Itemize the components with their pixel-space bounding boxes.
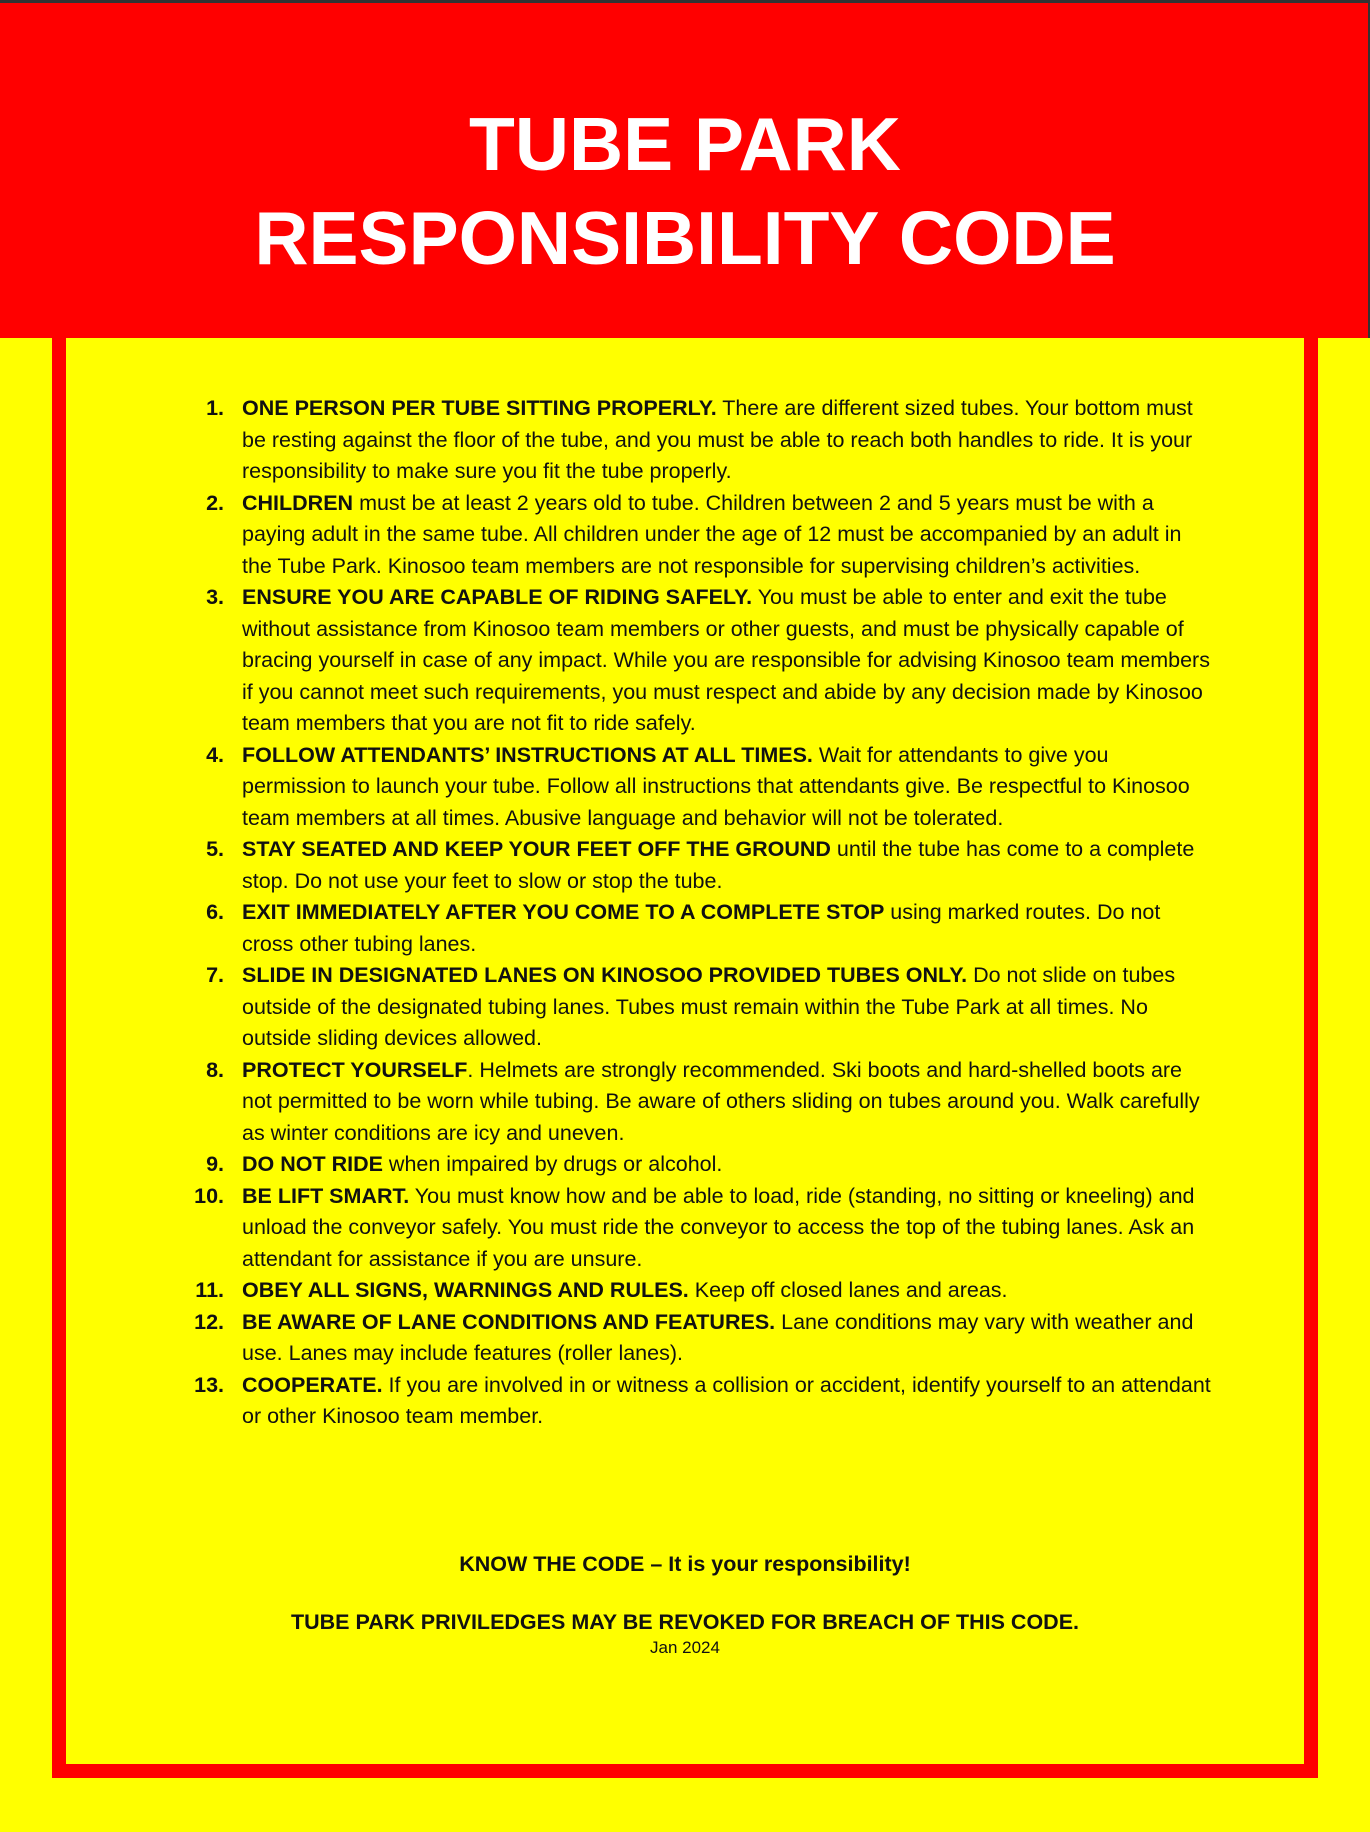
- rule-number: 4.: [206, 742, 224, 767]
- rule-text: Keep off closed lanes and areas.: [688, 1278, 1008, 1302]
- rule-item-11: [170, 1275, 1215, 1307]
- rule-heading: EXIT IMMEDIATELY AFTER YOU COME TO A COMPLETE STOP: [242, 900, 885, 924]
- rule-item-13: [170, 1370, 1215, 1433]
- revocation-warning: TUBE PARK PRIVILEDGES MAY BE REVOKED FOR BREACH OF THIS CODE.: [290, 1610, 1080, 1634]
- rule-number: 9.: [206, 1152, 224, 1176]
- rule-heading: BE AWARE OF LANE CONDITIONS AND FEATURES.: [242, 1309, 776, 1334]
- rule-text: Lane conditions may vary with weather and use. Lanes may include features (roller lanes).: [242, 1309, 1194, 1365]
- rule-text: You must know how and be able to load, ride (standing, no sitting or kneeling) and unload the conveyor safely. You must ride the conveyor to access the top of the tubing lanes. Ask an attendant for assistance if you are unsure.: [242, 1183, 1195, 1271]
- rule-item-2: [170, 488, 1215, 583]
- rule-item-7: [170, 960, 1215, 1055]
- rule-heading: BE LIFT SMART.: [242, 1183, 410, 1208]
- rule-number: 12.: [194, 1309, 224, 1334]
- revision-date: Jan 2024: [650, 1638, 720, 1657]
- rule-number: 6.: [206, 900, 224, 924]
- title-line-2: RESPONSIBILITY CODE: [254, 196, 1116, 280]
- know-the-code-note: KNOW THE CODE – It is your responsibility!: [459, 1552, 911, 1576]
- header-banner: [0, 0, 1370, 338]
- rule-heading: COOPERATE.: [242, 1372, 383, 1397]
- rule-item-9: [170, 1149, 1215, 1181]
- rule-number: 8.: [206, 1057, 224, 1082]
- rule-heading: CHILDREN: [242, 490, 354, 515]
- rule-text: . Helmets are strongly recommended. Ski boots and hard-shelled boots are not permitted to be worn while tubing. Be aware of others sliding on tubes around you. Walk carefully as winter conditions are icy and uneven.: [242, 1057, 1200, 1145]
- rule-heading: PROTECT YOURSELF: [242, 1057, 468, 1082]
- rule-heading: STAY SEATED AND KEEP YOUR FEET OFF THE GROUND: [242, 837, 831, 861]
- rule-number: 5.: [206, 837, 224, 861]
- rule-text: when impaired by drugs or alcohol.: [382, 1152, 723, 1176]
- rule-number: 3.: [206, 585, 224, 609]
- rule-number: 2.: [206, 490, 224, 515]
- rule-heading: SLIDE IN DESIGNATED LANES ON KINOSOO PROVIDED TUBES ONLY.: [242, 963, 968, 987]
- rule-heading: FOLLOW ATTENDANTS’ INSTRUCTIONS AT ALL TIMES.: [242, 742, 813, 767]
- rule-item-3: [170, 582, 1215, 740]
- rules-list: [170, 393, 1215, 1433]
- rule-text: If you are involved in or witness a collision or accident, identify yourself to an attendant or other Kinosoo team member.: [242, 1372, 1211, 1428]
- rule-text: until the tube has come to a complete stop. Do not use your feet to slow or stop the tube.: [242, 837, 1195, 893]
- title-line-1: TUBE PARK: [469, 102, 901, 186]
- rule-heading: DO NOT RIDE: [242, 1152, 383, 1176]
- rule-item-12: [170, 1307, 1215, 1370]
- rule-text: Wait for attendants to give you permission to launch your tube. Follow all instructions that attendants give. Be respectful to Kinosoo team members at all times. Abusive language and behavior will not be tolerated.: [242, 742, 1190, 830]
- rule-text: using marked routes. Do not cross other tubing lanes.: [242, 900, 1161, 956]
- rule-text: Do not slide on tubes outside of the designated tubing lanes. Tubes must remain within the Tube Park at all times. No outside sliding devices allowed.: [242, 963, 1176, 1050]
- rule-number: 11.: [195, 1278, 224, 1302]
- rule-heading: ENSURE YOU ARE CAPABLE OF RIDING SAFELY.: [242, 585, 753, 609]
- rule-item-10: [170, 1181, 1215, 1276]
- rule-text: must be at least 2 years old to tube. Children between 2 and 5 years must be with a paying adult in the same tube. All children under the age of 12 must be accompanied by an adult in the Tube Park. Kinosoo team members are not responsible for supervising children’s activities.: [242, 490, 1182, 578]
- rule-number: 13.: [194, 1372, 224, 1397]
- rule-item-1: [170, 393, 1215, 488]
- rule-number: 10.: [194, 1183, 224, 1208]
- rule-item-6: [170, 897, 1215, 960]
- rule-text: There are different sized tubes. Your bottom must be resting against the floor of the tube, and you must be able to reach both handles to ride. It is your responsibility to make sure you fit the tube properly.: [242, 396, 1193, 483]
- rule-text: You must be able to enter and exit the tube without assistance from Kinosoo team members or other guests, and must be physically capable of bracing yourself in case of any impact. While you are responsible for advising Kinosoo team members if you cannot meet such requirements, you must respect and abide by any decision made by Kinosoo team members that you are not fit to ride safely.: [242, 585, 1210, 735]
- rule-heading: ONE PERSON PER TUBE SITTING PROPERLY.: [242, 396, 717, 420]
- rule-item-8: [170, 1055, 1215, 1150]
- rule-item-5: [170, 834, 1215, 897]
- rule-heading: OBEY ALL SIGNS, WARNINGS AND RULES.: [242, 1278, 689, 1302]
- rule-item-4: [170, 740, 1215, 835]
- rule-number: 7.: [206, 963, 224, 987]
- page-title: [0, 97, 1370, 285]
- rule-number: 1.: [206, 396, 224, 420]
